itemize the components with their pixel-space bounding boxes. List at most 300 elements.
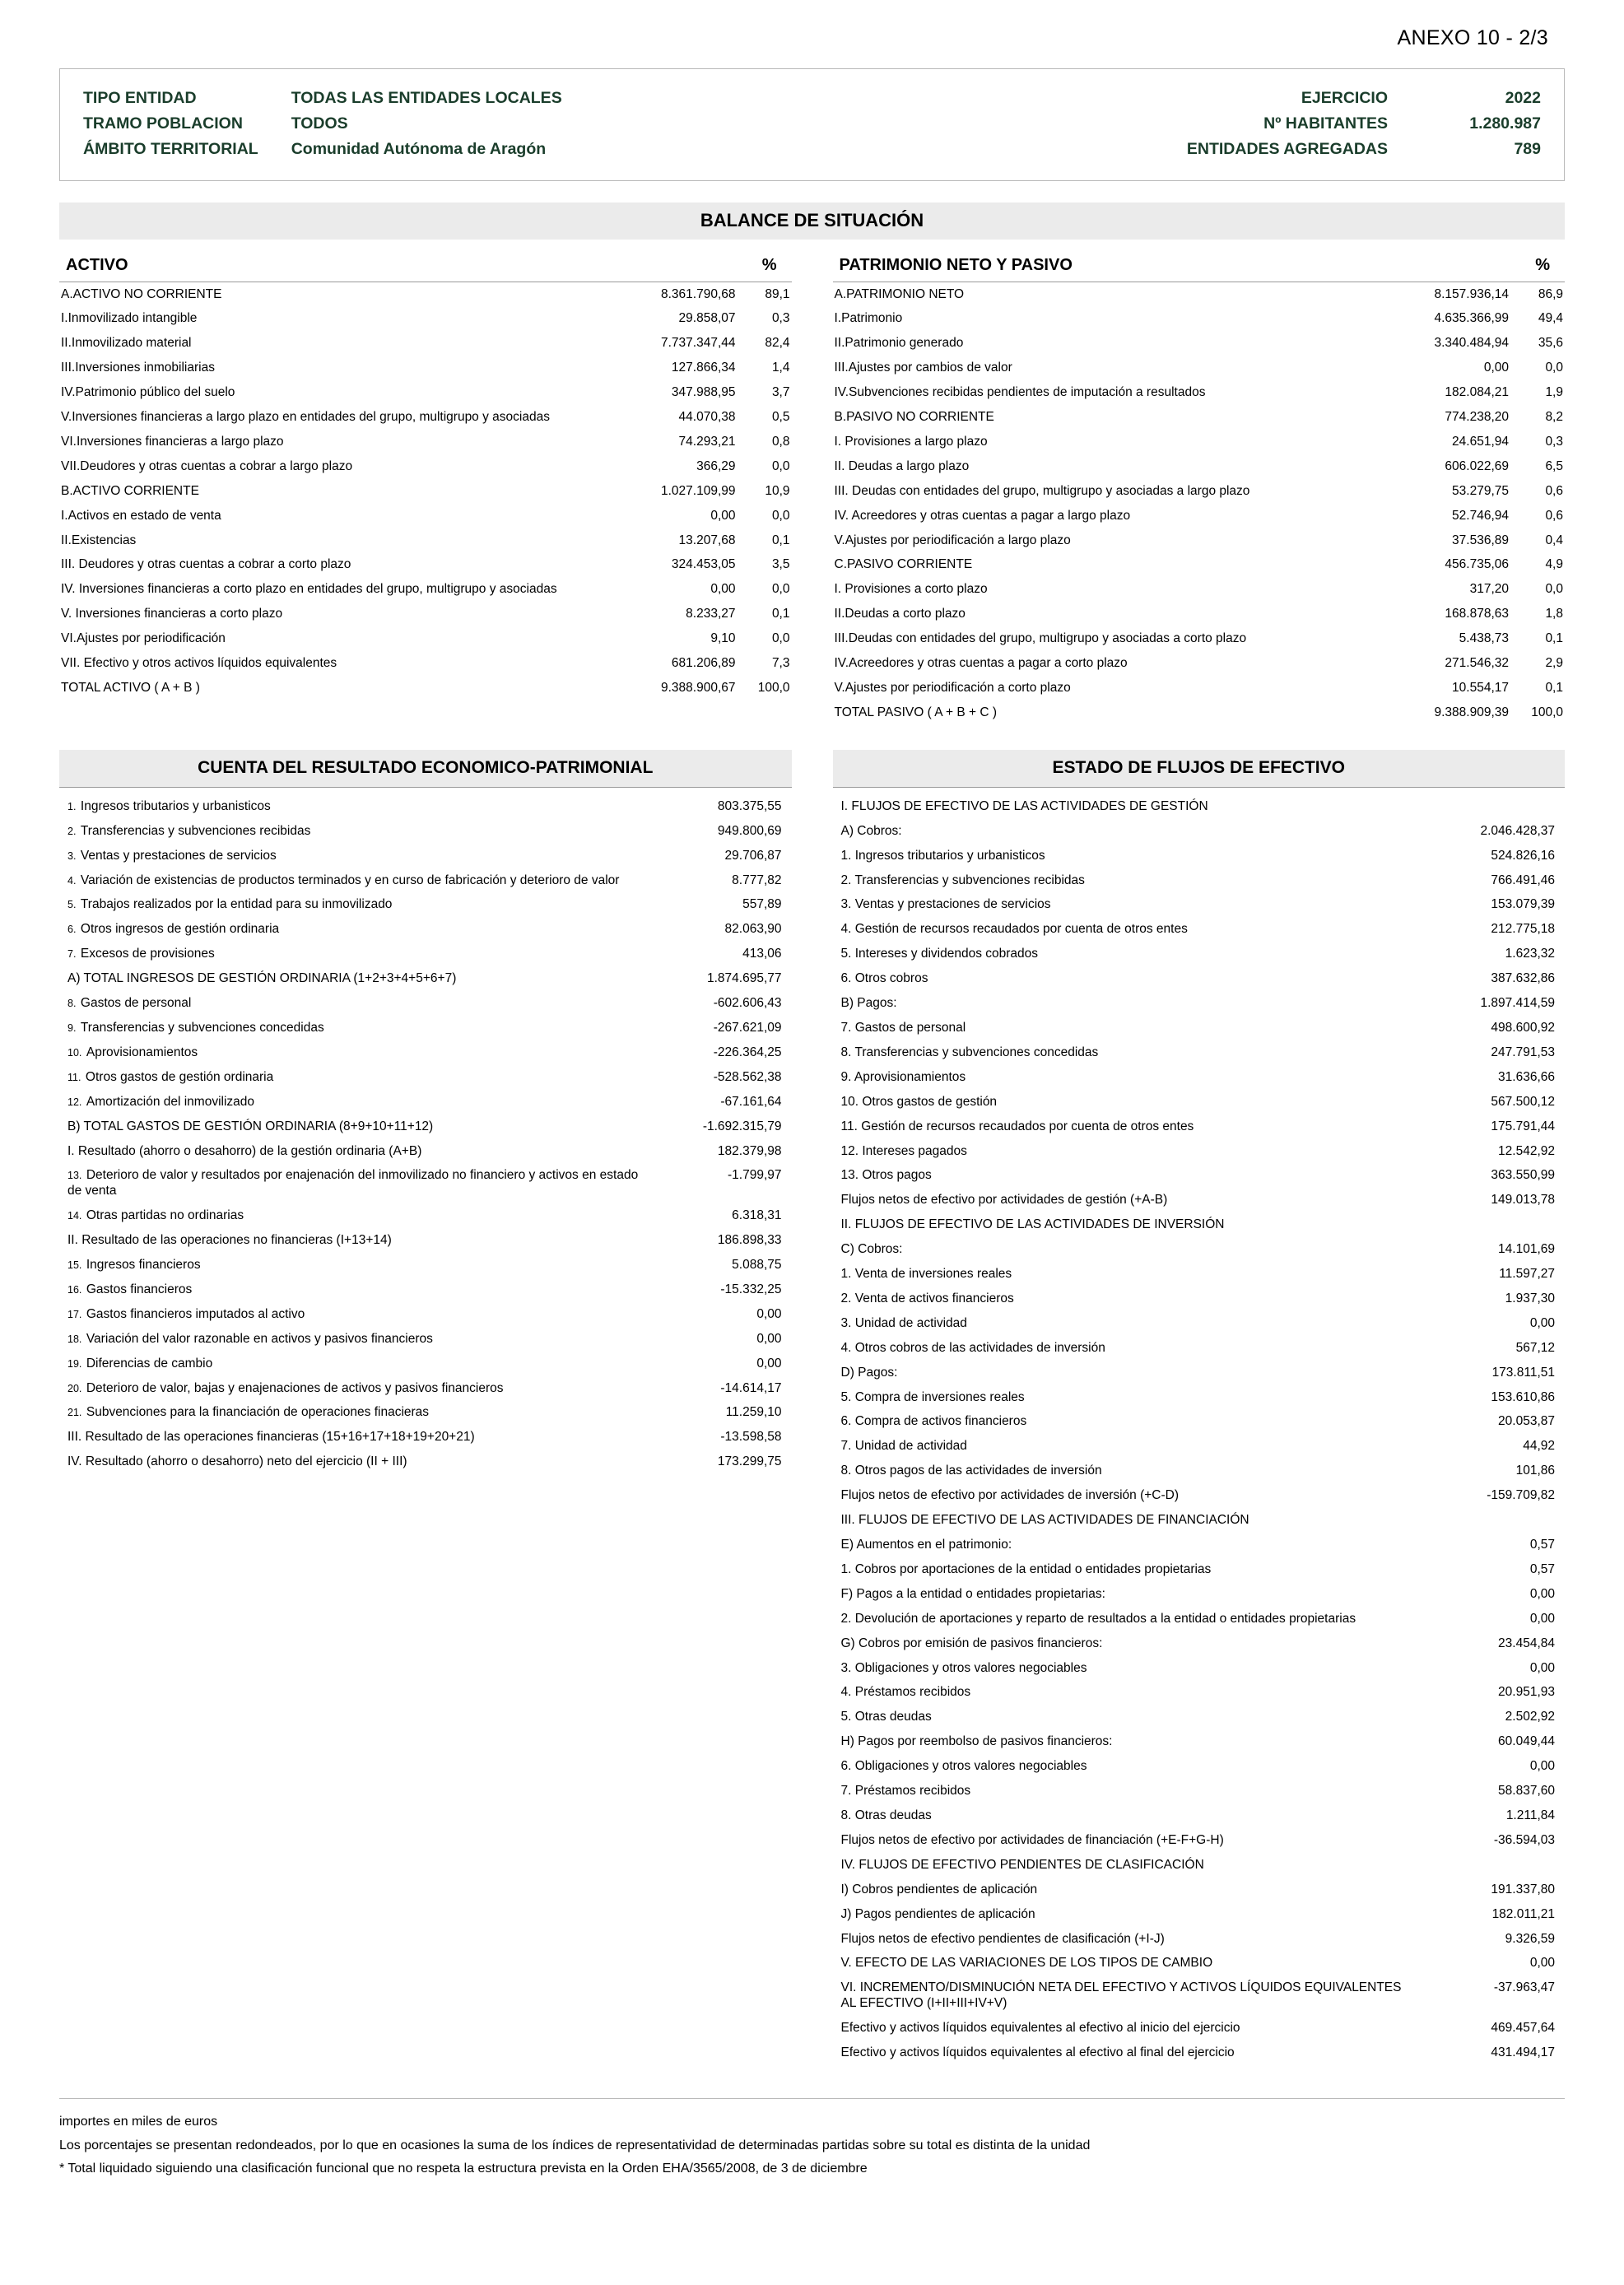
row-value: 53.279,75 [1452, 483, 1509, 498]
row-value: 0,00 [710, 508, 736, 523]
row-percent: 0,4 [1545, 533, 1563, 547]
table-row [59, 627, 792, 652]
table-row [833, 1238, 1566, 1263]
row-value: 37.536,89 [1452, 533, 1509, 547]
row-label: VI. INCREMENTO/DISMINUCIÓN NETA DEL EFECTIVO Y ACTIVOS LÍQUIDOS EQUIVALENTES AL EFECTIVO (I+II+III+IV+V) [840, 1980, 1402, 2011]
row-value: 0,00 [1529, 1759, 1555, 1774]
row-value: 20.951,93 [1498, 1685, 1555, 1700]
row-label-text: Deterioro de valor, bajas y enajenaciones de activos y pasivos financieros [86, 1380, 504, 1395]
row-label: TOTAL ACTIVO ( A + B ) [61, 681, 200, 695]
row-value: 606.022,69 [1445, 458, 1509, 473]
row-number: 16. [67, 1283, 85, 1296]
row-number: 8. [67, 998, 79, 1010]
row-label-text: Otros ingresos de gestión ordinaria [80, 922, 280, 937]
row-label-text: Variación de existencias de productos terminados y en curso de fabricación y deterioro de valor [80, 873, 620, 887]
row-percent: 3,5 [771, 557, 790, 572]
row-value: 1.897.414,59 [1480, 996, 1555, 1011]
row-value: 324.453,05 [671, 557, 736, 572]
row-value: 1.027.109,99 [660, 483, 736, 498]
table-row [59, 794, 792, 819]
row-value: 8.777,82 [732, 873, 782, 887]
row-value: 413,06 [742, 947, 782, 961]
row-label: V.Ajustes por periodificación a corto plazo [834, 681, 1071, 695]
row-value: 12.542,92 [1498, 1143, 1555, 1158]
header-row-entidades-agregadas [1187, 137, 1541, 162]
row-value: 431.494,17 [1491, 2045, 1555, 2060]
row-value: 567,12 [1515, 1340, 1555, 1355]
row-value: 175.791,44 [1491, 1119, 1555, 1133]
row-value: 9,10 [710, 631, 736, 646]
table-row [833, 1780, 1566, 1804]
row-label [59, 1016, 644, 1040]
row-value: 182.084,21 [1445, 385, 1509, 400]
row-value: 681.206,89 [671, 656, 736, 671]
pasivo-column-header [833, 251, 1566, 282]
row-number: 20. [67, 1382, 85, 1394]
row-label: 13. Otros pagos [840, 1168, 932, 1183]
row-label: VI.Ajustes por periodificación [61, 631, 226, 646]
row-percent: 0,1 [771, 533, 790, 547]
table-row [833, 700, 1566, 725]
row-label [59, 819, 644, 844]
table-row [833, 652, 1566, 677]
row-label [59, 844, 644, 868]
row-value: 1.623,32 [1505, 947, 1555, 961]
table-row [833, 1139, 1566, 1164]
row-value: 44.070,38 [678, 410, 736, 425]
row-label: 7. Préstamos recibidos [840, 1784, 971, 1799]
row-value: 2.502,92 [1505, 1710, 1555, 1724]
row-label: III.Ajustes por cambios de valor [834, 361, 1012, 375]
row-label: H) Pagos por reembolso de pasivos financieros: [840, 1734, 1113, 1749]
row-percent: 0,0 [771, 631, 790, 646]
row-label: IV. FLUJOS DE EFECTIVO PENDIENTES DE CLASIFICACIÓN [840, 1857, 1204, 1872]
row-label-text: A) TOTAL INGRESOS DE GESTIÓN ORDINARIA (1+2+3+4+5+6+7) [67, 971, 457, 986]
row-value: 0,00 [756, 1306, 782, 1321]
table-row [833, 307, 1566, 332]
table-row [833, 578, 1566, 603]
table-row [833, 528, 1566, 553]
row-percent: 0,0 [771, 458, 790, 473]
table-row [833, 1509, 1566, 1533]
row-label: 11. Gestión de recursos recaudados por cuenta de otros entes [840, 1119, 1194, 1133]
table-row [59, 454, 792, 479]
row-percent: 2,9 [1545, 656, 1563, 671]
row-label: 10. Otros gastos de gestión [840, 1094, 998, 1109]
row-label: V.Inversiones financieras a largo plazo en entidades del grupo, multigrupo y asociadas [61, 410, 550, 425]
row-label [59, 1065, 644, 1090]
table-row [59, 1302, 792, 1327]
activo-column-header [59, 251, 792, 282]
row-label: B.ACTIVO CORRIENTE [61, 483, 199, 498]
row-value: 363.550,99 [1491, 1168, 1555, 1183]
row-label-text: Otros gastos de gestión ordinaria [85, 1069, 274, 1084]
row-label: J) Pagos pendientes de aplicación [840, 1906, 1035, 1921]
table-row [833, 918, 1566, 942]
row-percent: 1,9 [1545, 385, 1563, 400]
pasivo-heading: PATRIMONIO NETO Y PASIVO [839, 256, 1073, 274]
table-row [833, 2041, 1566, 2066]
row-label: II.Inmovilizado material [61, 336, 192, 351]
row-label: III.Deudas con entidades del grupo, multigrupo y asociadas a corto plazo [834, 631, 1247, 646]
row-label: 8. Otras deudas [840, 1808, 932, 1822]
table-row [833, 844, 1566, 868]
row-value: 191.337,80 [1491, 1882, 1555, 1896]
row-value: 23.454,84 [1498, 1636, 1555, 1650]
row-value: 24.651,94 [1452, 434, 1509, 449]
header-info-box [59, 68, 1565, 181]
row-label [59, 1426, 644, 1450]
table-row [59, 1164, 792, 1204]
activo-heading: ACTIVO [66, 256, 128, 274]
row-value: 524.826,16 [1491, 848, 1555, 863]
table-row [833, 1927, 1566, 1952]
row-value: 153.610,86 [1491, 1389, 1555, 1404]
row-label [59, 1040, 644, 1065]
table-row [833, 1189, 1566, 1213]
table-row [59, 1065, 792, 1090]
row-value: 0,00 [1483, 361, 1509, 375]
table-row [59, 677, 792, 701]
balance-title-band: BALANCE DE SITUACIÓN [59, 202, 1565, 240]
table-row [59, 1254, 792, 1278]
row-value: -267.621,09 [713, 1020, 782, 1035]
table-row [59, 603, 792, 627]
header-row-habitantes [1187, 111, 1541, 137]
table-row [833, 553, 1566, 578]
row-value: 44,92 [1523, 1439, 1555, 1454]
row-label: II. Deudas a largo plazo [834, 458, 970, 473]
header-label-ejercicio: EJERCICIO [1301, 89, 1388, 107]
row-label: 2. Transferencias y subvenciones recibidas [840, 873, 1085, 887]
header-label-ambito-territorial: ÁMBITO TERRITORIAL [83, 140, 258, 158]
row-value: 7.737.347,44 [660, 336, 736, 351]
table-row [59, 1040, 792, 1065]
row-label: 4. Préstamos recibidos [840, 1685, 971, 1700]
table-row [59, 1401, 792, 1426]
row-value: 13.207,68 [678, 533, 736, 547]
header-label-entidades-agregadas: ENTIDADES AGREGADAS [1186, 140, 1388, 158]
table-row [833, 1582, 1566, 1607]
row-value: 271.546,32 [1445, 656, 1509, 671]
anexo-label: ANEXO 10 - 2/3 [1397, 26, 1548, 49]
row-label: B) Pagos: [840, 996, 897, 1011]
table-row [833, 868, 1566, 893]
row-value: -159.709,82 [1487, 1488, 1555, 1503]
row-number: 10. [67, 1046, 85, 1059]
table-row [833, 2017, 1566, 2041]
row-percent: 0,6 [1545, 508, 1563, 523]
row-label: D) Pagos: [840, 1365, 898, 1380]
row-percent: 3,7 [771, 385, 790, 400]
row-value: 0,57 [1529, 1561, 1555, 1576]
row-value: 11.597,27 [1499, 1267, 1555, 1282]
cuenta-resultado-panel [59, 750, 792, 2065]
row-label: I. Provisiones a largo plazo [834, 434, 988, 449]
table-row [59, 1090, 792, 1115]
row-label: II.Deudas a corto plazo [834, 607, 966, 621]
row-label-text: Variación del valor razonable en activos y pasivos financieros [86, 1331, 433, 1346]
table-row [833, 1287, 1566, 1311]
row-label-text: Ingresos financieros [86, 1258, 201, 1273]
row-label: 4. Otros cobros de las actividades de inversión [840, 1340, 1105, 1355]
table-row [833, 1755, 1566, 1780]
row-number: 21. [67, 1407, 85, 1419]
table-row [833, 1115, 1566, 1139]
row-value: 8.157.936,14 [1434, 286, 1509, 301]
row-value: 0,00 [710, 582, 736, 597]
table-row [59, 1426, 792, 1450]
row-percent: 86,9 [1538, 286, 1563, 301]
row-label: II.Patrimonio generado [834, 336, 964, 351]
table-row [833, 1385, 1566, 1410]
table-row [59, 1016, 792, 1040]
table-row [833, 794, 1566, 819]
row-label: 5. Intereses y dividendos cobrados [840, 947, 1039, 961]
row-label: I. FLUJOS DE EFECTIVO DE LAS ACTIVIDADES DE GESTIÓN [840, 798, 1208, 813]
balance-columns [59, 251, 1565, 725]
row-value: 949.800,69 [717, 823, 782, 838]
row-label: Flujos netos de efectivo por actividades de gestión (+A-B) [840, 1193, 1168, 1208]
row-label-text: III. Resultado de las operaciones financieras (15+16+17+18+19+20+21) [67, 1430, 475, 1445]
table-row [59, 578, 792, 603]
row-label [59, 942, 644, 967]
row-label: I) Cobros pendientes de aplicación [840, 1882, 1038, 1896]
footer-line-importes: importes en miles de euros [59, 2115, 218, 2129]
row-label-text: II. Resultado de las operaciones no financieras (I+13+14) [67, 1233, 392, 1248]
table-row [59, 918, 792, 942]
row-label: IV.Acreedores y otras cuentas a pagar a corto plazo [834, 656, 1128, 671]
table-row [833, 1016, 1566, 1040]
table-row [59, 844, 792, 868]
table-row [833, 381, 1566, 406]
row-value: 9.388.909,39 [1434, 705, 1509, 719]
header-left-group [83, 86, 562, 162]
row-label: 6. Obligaciones y otros valores negociables [840, 1759, 1087, 1774]
row-value: 387.632,86 [1491, 971, 1555, 986]
activo-pct-heading: % [761, 256, 777, 274]
row-label-text: Gastos financieros [86, 1282, 193, 1296]
table-row [59, 819, 792, 844]
row-percent: 10,9 [765, 483, 790, 498]
table-row [833, 1040, 1566, 1065]
row-value: 5.438,73 [1459, 631, 1509, 646]
table-row [833, 1361, 1566, 1385]
table-row [59, 1229, 792, 1254]
row-value: 173.299,75 [717, 1454, 782, 1469]
row-value: 29.858,07 [678, 311, 736, 326]
row-label: 6. Compra de activos financieros [840, 1414, 1027, 1429]
row-label: Efectivo y activos líquidos equivalentes al efectivo al final del ejercicio [840, 2045, 1235, 2060]
row-label [59, 1450, 644, 1475]
table-row [833, 1952, 1566, 1976]
row-label-text: B) TOTAL GASTOS DE GESTIÓN ORDINARIA (8+9+10+11+12) [67, 1119, 434, 1133]
row-value: 182.379,98 [717, 1143, 782, 1158]
table-row [833, 1484, 1566, 1509]
row-number: 11. [67, 1071, 84, 1083]
row-value: -37.963,47 [1493, 1980, 1555, 1995]
header-row-tramo-poblacion [83, 111, 562, 137]
row-value: 2.046.428,37 [1480, 823, 1555, 838]
row-number: 6. [67, 924, 79, 936]
row-label-text: Transferencias y subvenciones concedidas [80, 1020, 324, 1035]
row-value: -1.799,97 [728, 1168, 782, 1183]
table-row [59, 868, 792, 893]
row-value: 58.837,60 [1498, 1784, 1555, 1799]
table-row [833, 942, 1566, 967]
table-row [59, 406, 792, 430]
row-value: 0,00 [1529, 1611, 1555, 1626]
table-row [833, 282, 1566, 307]
row-label: 1. Ingresos tributarios y urbanisticos [840, 848, 1045, 863]
table-row [833, 504, 1566, 528]
row-label: III. FLUJOS DE EFECTIVO DE LAS ACTIVIDADES DE FINANCIACIÓN [840, 1513, 1249, 1528]
row-value: 149.013,78 [1491, 1193, 1555, 1208]
row-label-text: Otras partidas no ordinarias [86, 1208, 244, 1223]
table-row [59, 942, 792, 967]
row-value: 31.636,66 [1498, 1069, 1555, 1084]
row-value: 5.088,75 [732, 1258, 782, 1273]
row-value: 9.388.900,67 [660, 681, 736, 695]
row-value: 29.706,87 [724, 848, 782, 863]
row-label: VII.Deudores y otras cuentas a cobrar a largo plazo [61, 458, 353, 473]
table-row [833, 1902, 1566, 1927]
table-row [833, 1164, 1566, 1189]
row-value: 766.491,46 [1491, 873, 1555, 887]
row-value: 1.874.695,77 [706, 971, 782, 986]
row-label [59, 1164, 644, 1204]
row-label [59, 1277, 644, 1302]
row-value [1417, 794, 1565, 819]
row-label [59, 1376, 644, 1401]
flujos-efectivo-title: ESTADO DE FLUJOS DE EFECTIVO [833, 750, 1566, 788]
table-row [59, 893, 792, 918]
row-number: 4. [67, 874, 79, 887]
lower-panels [59, 750, 1565, 2065]
table-row [59, 381, 792, 406]
row-value: 20.053,87 [1498, 1414, 1555, 1429]
row-label: V.Ajustes por periodificación a largo plazo [834, 533, 1071, 547]
row-value: 153.079,39 [1491, 897, 1555, 912]
row-value: 0,00 [1529, 1315, 1555, 1330]
row-label: 7. Unidad de actividad [840, 1439, 967, 1454]
row-label-text: Trabajos realizados por la entidad para su inmovilizado [80, 897, 393, 912]
row-label: Flujos netos de efectivo por actividades de financiación (+E-F+G-H) [840, 1832, 1224, 1847]
row-value: 1.937,30 [1505, 1291, 1555, 1305]
row-label: IV. Acreedores y otras cuentas a pagar a largo plazo [834, 508, 1131, 523]
row-label-text: Transferencias y subvenciones recibidas [80, 823, 311, 838]
table-row [833, 1311, 1566, 1336]
table-row [833, 356, 1566, 381]
row-value: 101,86 [1515, 1464, 1555, 1478]
row-value: 0,00 [1529, 1586, 1555, 1601]
row-label [59, 1327, 644, 1352]
row-number: 7. [67, 948, 79, 961]
row-label: TOTAL PASIVO ( A + B + C ) [834, 705, 998, 719]
row-percent: 7,3 [771, 656, 790, 671]
row-label: 9. Aprovisionamientos [840, 1069, 966, 1084]
row-number: 1. [67, 800, 79, 812]
row-percent: 0,5 [771, 410, 790, 425]
table-row [833, 1065, 1566, 1090]
row-value: -528.562,38 [713, 1069, 782, 1084]
row-value: 774.238,20 [1445, 410, 1509, 425]
row-label-text: Ventas y prestaciones de servicios [80, 848, 277, 863]
row-number: 9. [67, 1022, 79, 1034]
header-value-ejercicio: 2022 [1505, 89, 1541, 107]
table-row [59, 430, 792, 454]
row-label: 6. Otros cobros [840, 971, 928, 986]
table-row [59, 332, 792, 356]
table-row [59, 652, 792, 677]
table-row [59, 356, 792, 381]
table-row [59, 1277, 792, 1302]
row-value: 347.988,95 [671, 385, 736, 400]
table-row [833, 603, 1566, 627]
row-label: C) Cobros: [840, 1242, 903, 1257]
row-value: 469.457,64 [1491, 2021, 1555, 2036]
row-label [59, 1352, 644, 1376]
table-row [833, 893, 1566, 918]
row-label-text: I. Resultado (ahorro o desahorro) de la gestión ordinaria (A+B) [67, 1143, 422, 1158]
row-label [59, 1115, 644, 1139]
row-label [59, 918, 644, 942]
header-label-habitantes: Nº HABITANTES [1263, 114, 1388, 133]
row-value: 0,00 [1529, 1660, 1555, 1675]
header-row-ejercicio [1187, 86, 1541, 111]
table-row [59, 479, 792, 504]
row-label [59, 794, 644, 819]
row-value: -13.598,58 [720, 1430, 782, 1445]
row-label: Flujos netos de efectivo pendientes de clasificación (+I-J) [840, 1931, 1165, 1946]
row-label [59, 868, 644, 893]
row-value: 456.735,06 [1445, 557, 1509, 572]
row-percent: 8,2 [1545, 410, 1563, 425]
table-row [833, 406, 1566, 430]
row-value: 1.211,84 [1505, 1808, 1555, 1822]
table-row [833, 677, 1566, 701]
row-value: 182.011,21 [1491, 1906, 1555, 1921]
row-value: 0,00 [756, 1356, 782, 1371]
row-value: 212.775,18 [1491, 922, 1555, 937]
table-row [833, 1828, 1566, 1853]
row-label: II. FLUJOS DE EFECTIVO DE LAS ACTIVIDADES DE INVERSIÓN [840, 1217, 1225, 1232]
row-label: VI.Inversiones financieras a largo plazo [61, 434, 284, 449]
row-percent: 35,6 [1538, 336, 1563, 351]
row-percent: 0,1 [1545, 681, 1563, 695]
table-row [59, 1327, 792, 1352]
table-row [833, 430, 1566, 454]
row-percent: 0,3 [771, 311, 790, 326]
row-label: III. Deudas con entidades del grupo, multigrupo y asociadas a largo plazo [834, 483, 1250, 498]
row-label [59, 992, 644, 1017]
row-value: 0,57 [1529, 1538, 1555, 1552]
header-value-ambito-territorial: Comunidad Autónoma de Aragón [291, 140, 547, 158]
activo-table [59, 282, 792, 700]
row-label: E) Aumentos en el patrimonio: [840, 1538, 1012, 1552]
row-label-text: Subvenciones para la financiación de operaciones finacieras [86, 1405, 430, 1420]
row-label: VII. Efectivo y otros activos líquidos equivalentes [61, 656, 337, 671]
row-percent: 0,3 [1545, 434, 1563, 449]
row-value: 0,00 [756, 1331, 782, 1346]
row-label [59, 1401, 644, 1426]
row-value: 127.866,34 [671, 361, 736, 375]
footer-line-nota: * Total liquidado siguiendo una clasificación funcional que no respeta la estructura prevista en la Orden EHA/3565/2008, de 3 de diciembre [59, 2162, 868, 2176]
table-row [833, 1631, 1566, 1656]
row-label: C.PASIVO CORRIENTE [834, 557, 973, 572]
row-label-text: Gastos de personal [80, 996, 192, 1011]
row-label: 5. Otras deudas [840, 1710, 932, 1724]
